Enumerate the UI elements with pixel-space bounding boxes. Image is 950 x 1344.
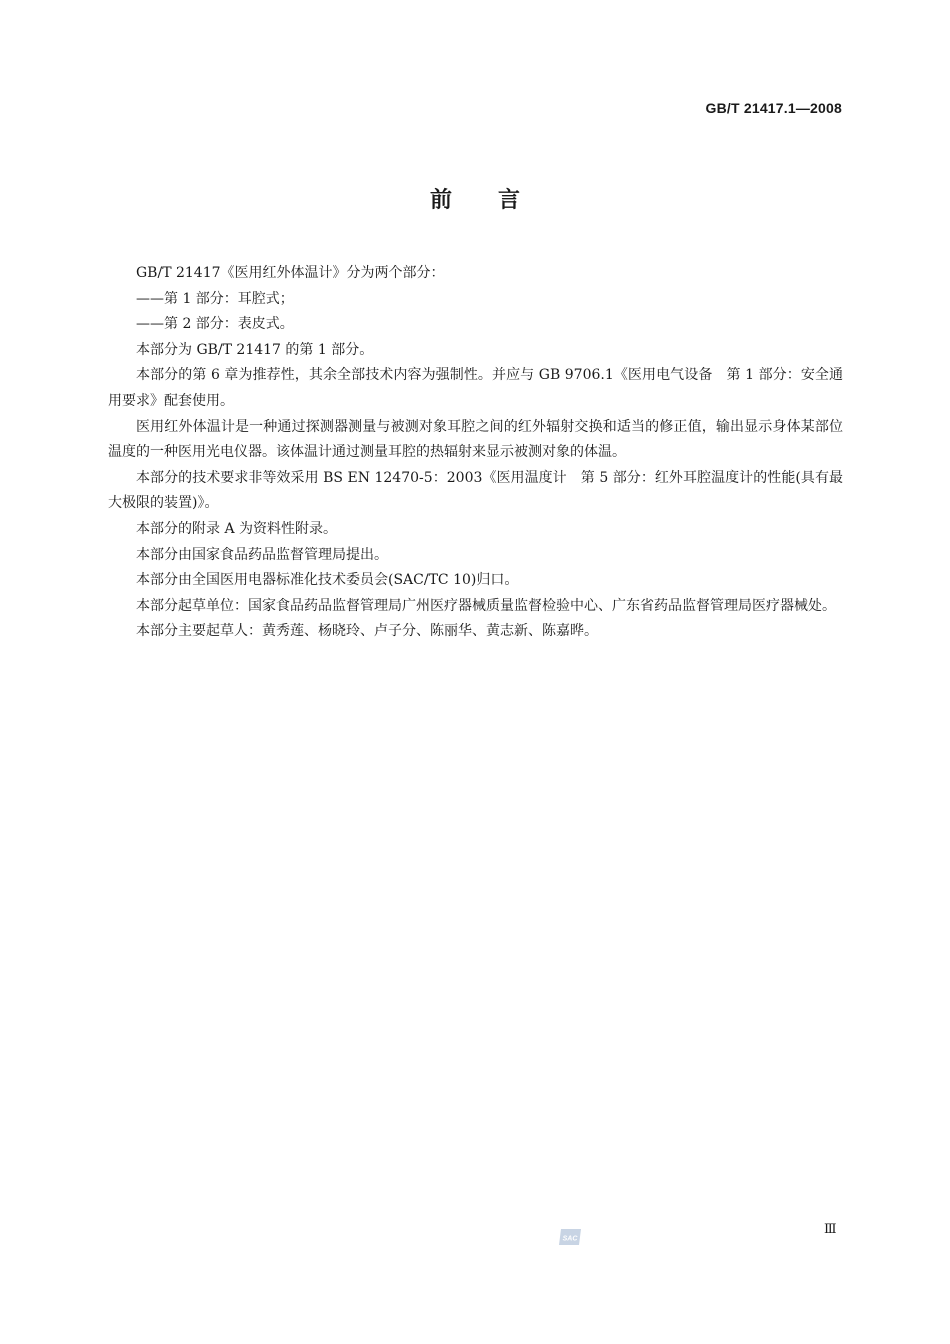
paragraph: 本部分由国家食品药品监督管理局提出。 bbox=[136, 546, 388, 563]
sac-logo-icon bbox=[557, 1227, 583, 1247]
paragraph: 本部分的第 6 章为推荐性，其余全部技术内容为强制性。并应与 GB 9706.1《医用电气设备 第 1 部分：安全通用要求》配套使用。 bbox=[108, 367, 843, 409]
standard-code: GB/T 21417.1—2008 bbox=[705, 100, 842, 116]
page-number: Ⅲ bbox=[824, 1222, 837, 1237]
paragraph: 本部分的技术要求非等效采用 BS EN 12470-5：2003《医用温度计 第 5 部分：红外耳腔温度计的性能(具有最大极限的装置)》。 bbox=[108, 469, 843, 512]
paragraph: 医用红外体温计是一种通过探测器测量与被测对象耳腔之间的红外辐射交换和适当的修正值，输出显示身体某部位温度的一种医用光电仪器。该体温计通过测量耳腔的热辐射来显示被测对象的体温。 bbox=[108, 418, 843, 461]
paragraph: 本部分主要起草人：黄秀莲、杨晓玲、卢子分、陈丽华、黄志新、陈嘉晔。 bbox=[136, 623, 598, 640]
foreword-body bbox=[108, 261, 843, 645]
svg-text:SAC: SAC bbox=[562, 1235, 578, 1243]
paragraph: 本部分的附录 A 为资料性附录。 bbox=[136, 520, 338, 537]
paragraph: ——第 2 部分：表皮式。 bbox=[136, 316, 294, 333]
paragraph: 本部分起草单位：国家食品药品监督管理局广州医疗器械质量监督检验中心、广东省药品监督管理局医疗器械处。 bbox=[136, 597, 836, 614]
paragraph: 本部分由全国医用电器标准化技术委员会(SAC/TC 10)归口。 bbox=[136, 572, 519, 589]
paragraph: ——第 1 部分：耳腔式； bbox=[136, 290, 294, 307]
paragraph: 本部分为 GB/T 21417 的第 1 部分。 bbox=[136, 341, 374, 358]
paragraph: GB/T 21417《医用红外体温计》分为两个部分： bbox=[136, 265, 445, 281]
page-title: 前言 bbox=[429, 188, 566, 213]
